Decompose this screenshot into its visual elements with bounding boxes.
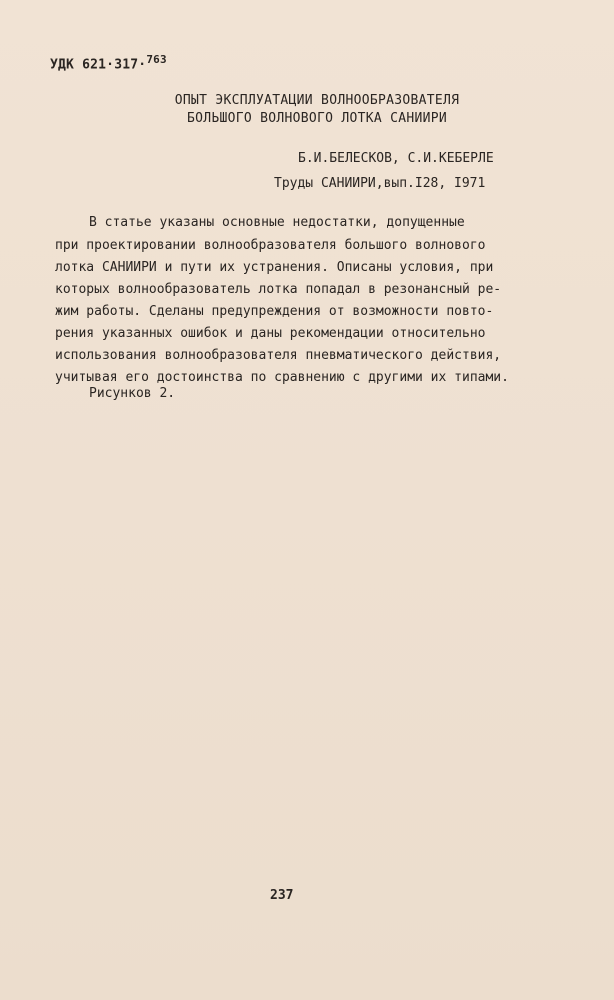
figure-count: Рисунков 2.	[89, 386, 176, 401]
abstract-line: рения указанных ошибок и даны рекомендации относительно	[55, 326, 486, 341]
udc-code	[50, 53, 167, 72]
title-line-2: БОЛЬШОГО ВОЛНОВОГО ЛОТКА САНИИРИ	[186, 111, 448, 126]
title-line-1: ОПЫТ ЭКСПЛУАТАЦИИ ВОЛНООБРАЗОВАТЕЛЯ	[174, 93, 460, 108]
abstract-line: при проектировании волнообразователя большого волнового	[55, 238, 486, 253]
udc-prefix: УДК 621·317·	[50, 57, 147, 73]
abstract-line: использования волнообразователя пневматического действия,	[55, 348, 502, 363]
authors: Б.И.БЕЛЕСКОВ, С.И.КЕБЕРЛЕ	[298, 151, 494, 166]
abstract-line: которых волнообразователь лотка попадал в резонансный ре-	[55, 282, 502, 297]
source-citation: Труды САНИИРИ,вып.I28, I971	[274, 176, 486, 191]
abstract-line: учитывая его достоинства по сравнению с другими их типами.	[55, 370, 509, 385]
abstract-line: лотка САНИИРИ и пути их устранения. Описаны условия, при	[55, 260, 494, 275]
udc-superscript: 763	[146, 53, 167, 66]
abstract-line: В статье указаны основные недостатки, допущенные	[89, 215, 465, 230]
abstract-line: жим работы. Сделаны предупреждения от возможности повто-	[55, 304, 494, 319]
page-number: 237	[270, 888, 294, 903]
